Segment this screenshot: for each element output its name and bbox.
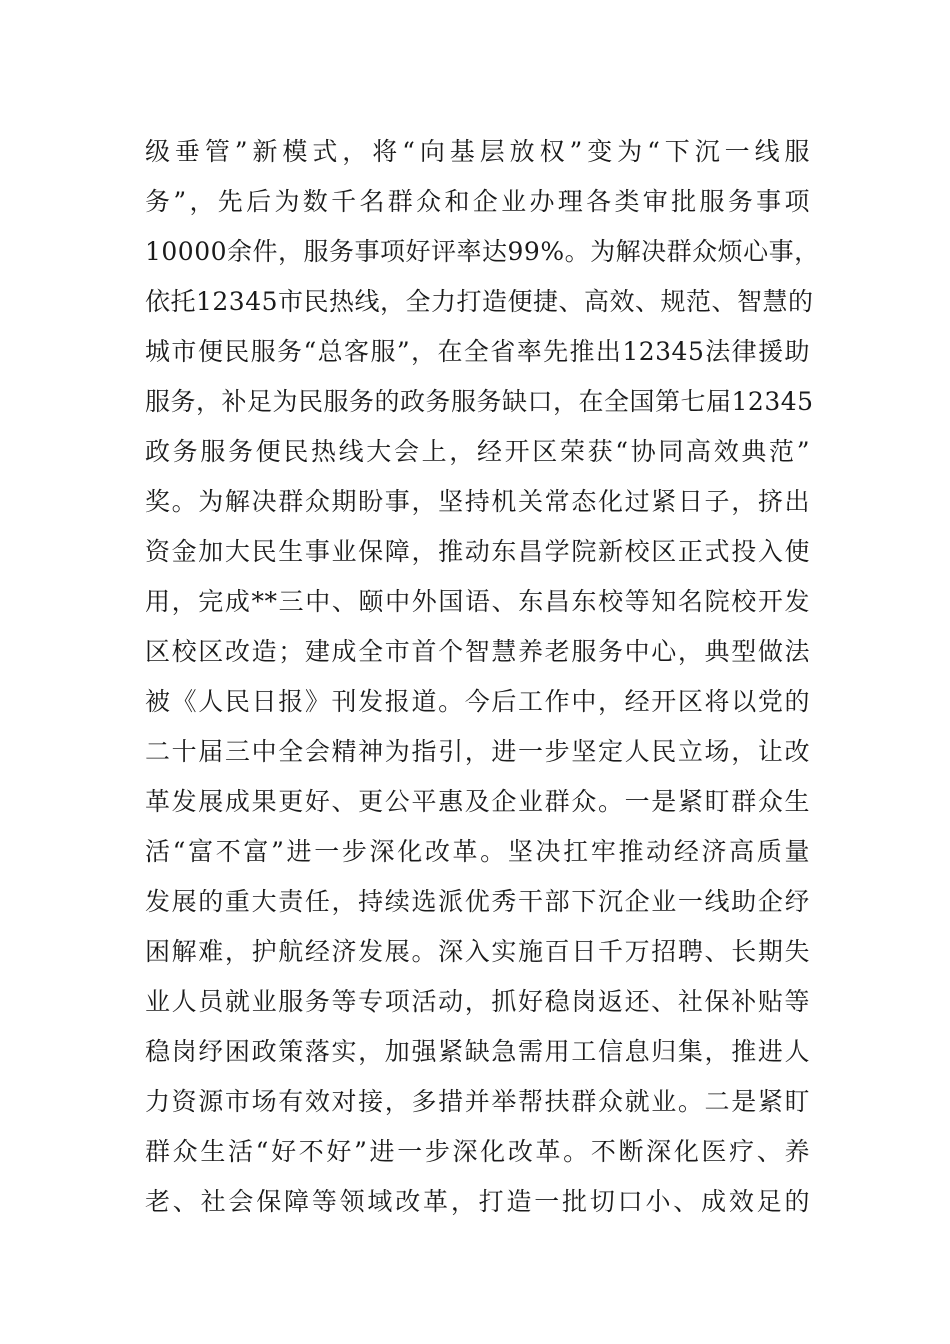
text-line: 力资源市场有效对接，多措并举帮扶群众就业。二是紧盯 bbox=[145, 1087, 810, 1116]
text-line: 务”，先后为数千名群众和企业办理各类审批服务事项 bbox=[145, 187, 810, 216]
text-line: 困解难，护航经济发展。深入实施百日千万招聘、长期失 bbox=[145, 937, 810, 966]
text-line: 奖。为解决群众期盼事，坚持机关常态化过紧日子，挤出 bbox=[145, 487, 810, 516]
body-paragraph bbox=[145, 127, 820, 1227]
text-line: 依托12345市民热线，全力打造便捷、高效、规范、智慧的 bbox=[145, 287, 814, 316]
text-line: 活“富不富”进一步深化改革。坚决扛牢推动经济高质量 bbox=[145, 837, 810, 866]
text-line: 服务，补足为民服务的政务服务缺口，在全国第七届12345 bbox=[145, 387, 814, 416]
text-line: 资金加大民生事业保障，推动东昌学院新校区正式投入使 bbox=[145, 537, 810, 566]
text-line: 发展的重大责任，持续选派优秀干部下沉企业一线助企纾 bbox=[145, 887, 810, 916]
text-line: 用，完成**三中、颐中外国语、东昌东校等知名院校开发 bbox=[145, 587, 810, 616]
text-line: 老、社会保障等领域改革，打造一批切口小、成效足的 bbox=[145, 1187, 810, 1216]
text-line: 群众生活“好不好”进一步深化改革。不断深化医疗、养 bbox=[145, 1137, 810, 1166]
text-line: 业人员就业服务等专项活动，抓好稳岗返还、社保补贴等 bbox=[145, 987, 810, 1016]
text-line: 二十届三中全会精神为指引，进一步坚定人民立场，让改 bbox=[145, 737, 810, 766]
text-line: 城市便民服务“总客服”，在全省率先推出12345法律援助 bbox=[145, 337, 810, 366]
text-line: 级垂管”新模式，将“向基层放权”变为“下沉一线服 bbox=[145, 137, 810, 166]
text-line: 革发展成果更好、更公平惠及企业群众。一是紧盯群众生 bbox=[145, 787, 810, 816]
text-line: 稳岗纾困政策落实，加强紧缺急需用工信息归集，推进人 bbox=[145, 1037, 810, 1066]
text-line: 政务服务便民热线大会上，经开区荣获“协同高效典范” bbox=[145, 437, 810, 466]
text-line: 10000余件，服务事项好评率达99%。为解决群众烦心事， bbox=[145, 237, 820, 266]
text-line: 区校区改造；建成全市首个智慧养老服务中心，典型做法 bbox=[145, 637, 810, 666]
text-line: 被《人民日报》刊发报道。今后工作中，经开区将以党的 bbox=[145, 687, 810, 716]
